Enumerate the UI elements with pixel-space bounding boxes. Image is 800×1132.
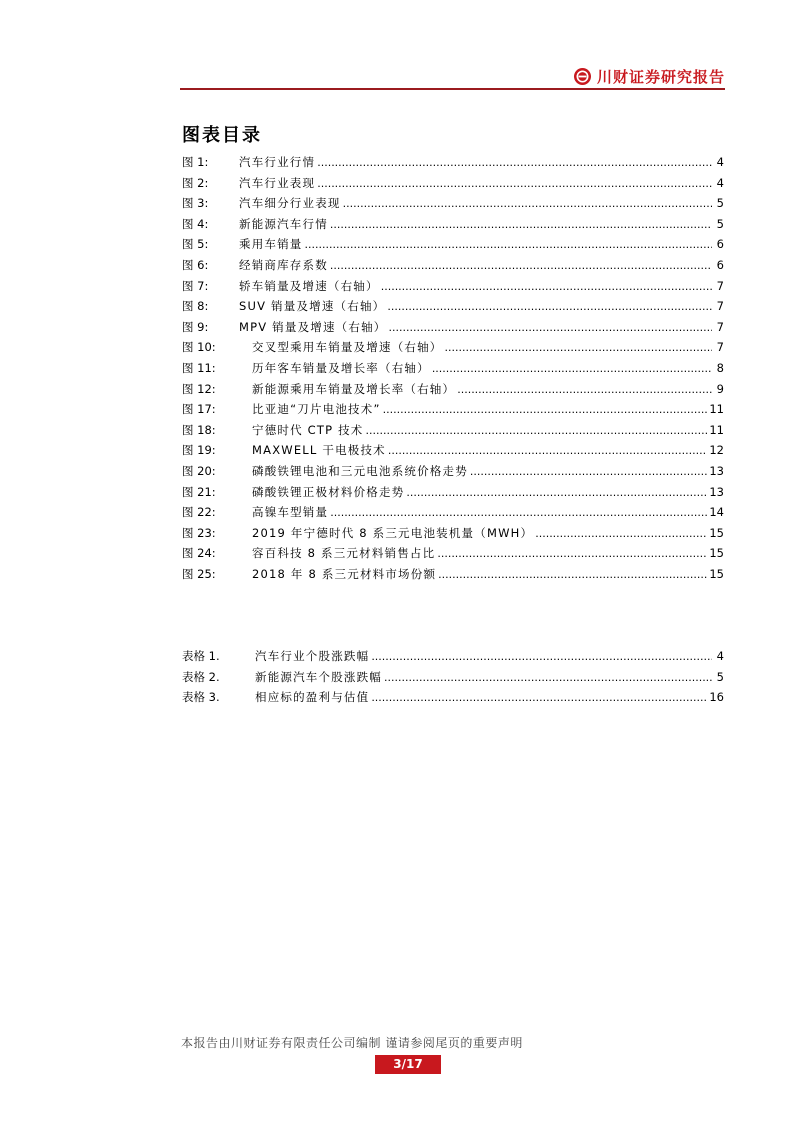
toc-entry-title: 宁德时代 CTP 技术 [252,422,364,437]
toc-entry-label: 图 9: [182,319,209,334]
dot-leader [457,383,712,396]
toc-entry-label: 图 11: [182,360,216,375]
toc-entry-label: 图 12: [182,381,216,396]
dot-leader [330,506,707,519]
toc-entry-page: 5 [716,216,724,231]
figure-list [182,154,724,586]
toc-entry-page: 15 [709,546,724,561]
toc-entry-page: 11 [709,402,724,417]
toc-entry-page: 12 [709,443,724,458]
toc-entry[interactable] [182,319,724,340]
toc-entry-label: 图 2: [182,175,209,190]
toc-entry-title: 汽车行业个股涨跌幅 [255,649,370,663]
toc-entry-label: 图 17: [182,402,216,417]
dot-leader [383,403,708,416]
toc-entry-title: 经销商库存系数 [239,257,328,272]
toc-entry-title: 汽车行业行情 [239,155,316,169]
toc-entry-page: 6 [716,237,724,252]
toc-entry[interactable] [182,154,724,175]
page-number-badge: 3/17 [375,1055,441,1074]
brand [574,66,725,87]
dot-leader [343,197,712,210]
toc-entry[interactable] [182,463,724,484]
toc-entry[interactable] [182,504,724,525]
dot-leader [438,568,707,581]
toc-entry-page: 9 [716,381,724,396]
toc-entry-title: MPV 销量及增速（右轴） [239,319,387,334]
toc-entry[interactable] [182,442,724,463]
toc-entry[interactable] [182,236,724,257]
toc-entry-label: 图 19: [182,443,216,458]
toc-entry-label: 表格 2. [182,669,220,684]
toc-entry-title: 比亚迪“刀片电池技术” [252,402,381,417]
toc-entry-label: 图 22: [182,505,216,520]
toc-entry-label: 图 7: [182,278,209,293]
dot-leader [317,177,712,190]
dot-leader [371,650,712,663]
toc-entry-page: 7 [716,340,724,355]
toc-entry-label: 图 24: [182,546,216,561]
toc-entry[interactable] [182,298,724,319]
dot-leader [388,321,712,334]
toc-entry-label: 图 18: [182,422,216,437]
toc-entry-title: 新能源乘用车销量及增长率（右轴） [252,381,456,396]
toc-entry-label: 图 3: [182,196,209,211]
toc-entry-title: MAXWELL 干电极技术 [252,443,386,458]
toc-entry[interactable] [182,195,724,216]
toc-entry[interactable] [182,360,724,381]
toc-entry-page: 15 [709,566,724,581]
table-list [182,648,724,710]
toc-entry-page: 4 [716,649,724,663]
toc-entry[interactable] [182,545,724,566]
brand-name: 川财证券研究报告 [596,68,725,86]
toc-entry-label: 图 4: [182,216,209,231]
toc-entry-title: 汽车细分行业表现 [239,196,341,211]
toc-entry-title: 轿车销量及增速（右轴） [239,278,379,293]
toc-entry-page: 15 [709,525,724,540]
toc-entry-page: 5 [716,669,724,684]
toc-entry-page: 7 [716,278,724,293]
page-header [180,60,725,90]
dot-leader [437,547,707,560]
dot-leader [388,444,707,457]
toc-entry-title: 新能源汽车个股涨跌幅 [255,669,382,684]
dot-leader [305,238,713,251]
toc-entry-page: 8 [716,360,724,375]
toc-entry-page: 7 [716,319,724,334]
toc-entry-label: 图 20: [182,463,216,478]
toc-entry-page: 14 [709,505,724,520]
toc-entry[interactable] [182,669,724,690]
dot-leader [445,341,713,354]
toc-entry[interactable] [182,401,724,422]
toc-entry-title: 汽车行业表现 [239,175,316,190]
toc-entry[interactable] [182,422,724,443]
toc-entry[interactable] [182,278,724,299]
dot-leader [535,527,707,540]
toc-entry-label: 图 8: [182,299,209,314]
dot-leader [387,300,712,313]
toc-entry-page: 4 [716,155,724,169]
toc-entry[interactable] [182,689,724,710]
toc-entry-title: 2019 年宁德时代 8 系三元电池装机量（MWH） [252,525,534,540]
toc-entry-label: 图 10: [182,340,216,355]
dot-leader [381,280,712,293]
toc-title: 图表目录 [182,125,262,146]
toc-entry-title: 历年客车销量及增长率（右轴） [252,360,430,375]
toc-entry-title: 新能源汽车行情 [239,216,328,231]
toc-entry-label: 图 25: [182,566,216,581]
dot-leader [432,362,712,375]
toc-entry-label: 图 23: [182,525,216,540]
toc-entry-page: 16 [709,690,724,704]
toc-entry[interactable] [182,257,724,278]
toc-entry-label: 图 21: [182,484,216,499]
toc-entry-label: 图 6: [182,257,209,272]
toc-entry-title: 2018 年 8 系三元材料市场份额 [252,566,437,581]
toc-entry-title: 乘用车销量 [239,237,303,252]
toc-entry[interactable] [182,381,724,402]
toc-entry[interactable] [182,175,724,196]
dot-leader [317,156,712,169]
toc-entry-label: 图 5: [182,237,209,252]
toc-entry-page: 11 [709,422,724,437]
dot-leader [371,691,707,704]
toc-entry-title: 相应标的盈利与估值 [255,690,370,704]
toc-entry-label: 表格 3. [182,690,220,704]
toc-entry[interactable] [182,484,724,505]
footer-disclaimer: 本报告由川财证券有限责任公司编制 谨请参阅尾页的重要声明 [181,1036,523,1050]
toc-entry-label: 表格 1. [182,649,220,663]
toc-entry-label: 图 1: [182,155,209,169]
toc-entry[interactable] [182,216,724,237]
toc-entry-title: 交叉型乘用车销量及增速（右轴） [252,340,443,355]
toc-entry-page: 13 [709,484,724,499]
header-divider [180,88,725,90]
toc-entry-title: SUV 销量及增速（右轴） [239,299,386,314]
dot-leader [406,486,707,499]
dot-leader [470,465,707,478]
toc-entry-title: 高镍车型销量 [252,505,329,520]
toc-entry[interactable] [182,339,724,360]
toc-entry[interactable] [182,566,724,587]
dot-leader [330,259,712,272]
toc-entry-page: 7 [716,299,724,314]
dot-leader [366,424,708,437]
toc-entry-title: 容百科技 8 系三元材料销售占比 [252,546,436,561]
toc-entry[interactable] [182,525,724,546]
chuancai-logo-icon [574,68,591,85]
toc-entry-page: 13 [709,463,724,478]
toc-entry-page: 6 [716,257,724,272]
dot-leader [384,671,712,684]
toc-entry[interactable] [182,648,724,669]
dot-leader [330,218,712,231]
toc-entry-page: 5 [716,196,724,211]
toc-entry-page: 4 [716,175,724,190]
toc-entry-title: 磷酸铁锂正极材料价格走势 [252,484,405,499]
toc-entry-title: 磷酸铁锂电池和三元电池系统价格走势 [252,463,468,478]
